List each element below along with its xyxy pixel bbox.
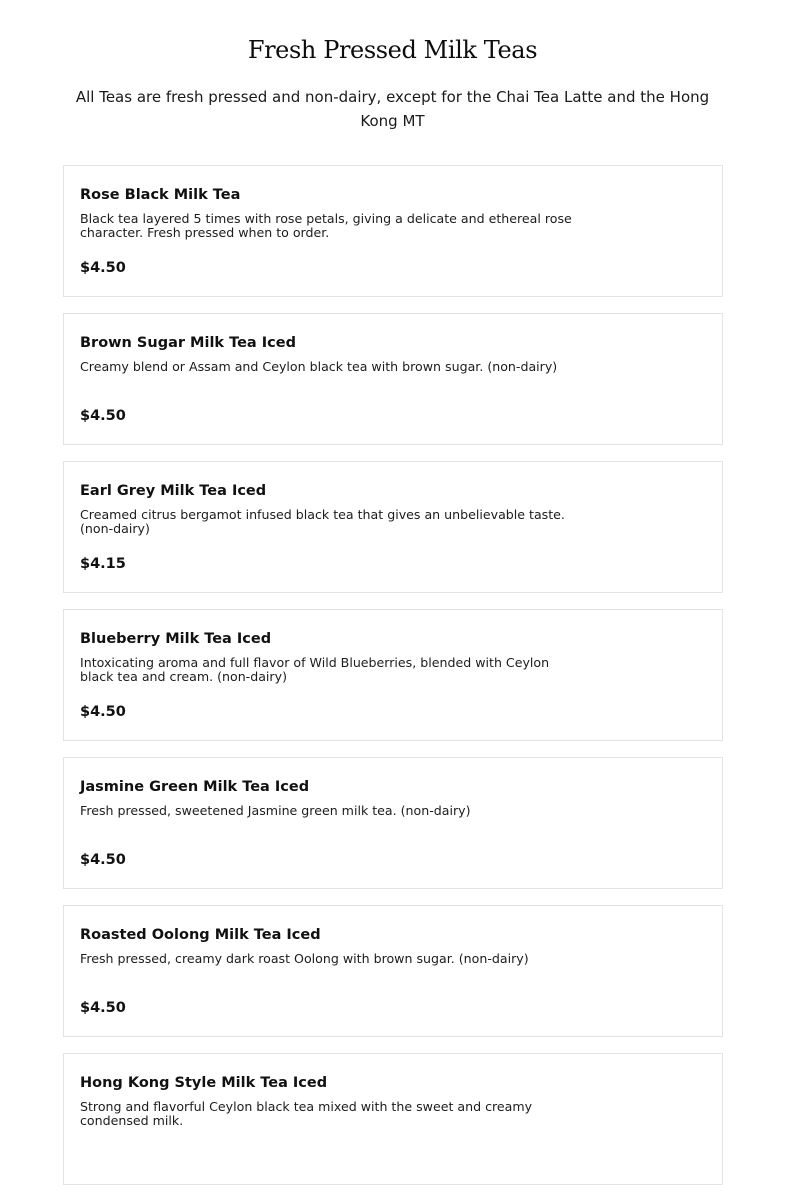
- menu-item-price: $4.50: [80, 260, 126, 276]
- menu-item-description: Fresh pressed, sweetened Jasmine green milk tea. (non-dairy): [80, 803, 471, 818]
- menu-item-card[interactable]: [63, 1053, 723, 1185]
- menu-item-description: Intoxicating aroma and full flavor of Wild Blueberries, blended with Ceylon black tea and cream. (non-dairy): [80, 655, 550, 684]
- menu-item-price: $4.15: [80, 556, 126, 572]
- menu-item-description: Black tea layered 5 times with rose petals, giving a delicate and ethereal rose character. Fresh pressed when to order.: [80, 211, 572, 240]
- menu-item-name: Brown Sugar Milk Tea Iced: [80, 335, 296, 351]
- menu-list: [63, 165, 723, 1201]
- menu-item-name: Blueberry Milk Tea Iced: [80, 631, 272, 647]
- menu-item-name: Roasted Oolong Milk Tea Iced: [80, 927, 321, 943]
- menu-item-price: $4.50: [80, 852, 126, 868]
- menu-item-card[interactable]: [63, 609, 723, 741]
- menu-item-price: $4.50: [80, 704, 126, 720]
- menu-item-card[interactable]: [63, 165, 723, 297]
- menu-item-card[interactable]: [63, 757, 723, 889]
- menu-item-description: Creamed citrus bergamot infused black tea that gives an unbelievable taste. (non-dairy): [80, 507, 565, 536]
- menu-item-card[interactable]: [63, 461, 723, 593]
- menu-item-description: Fresh pressed, creamy dark roast Oolong with brown sugar. (non-dairy): [80, 951, 529, 966]
- menu-item-card[interactable]: [63, 313, 723, 445]
- menu-item-description: Strong and flavorful Ceylon black tea mixed with the sweet and creamy condensed milk.: [80, 1099, 533, 1128]
- menu-item-price: $4.50: [80, 408, 126, 424]
- menu-item-name: Jasmine Green Milk Tea Iced: [80, 779, 310, 795]
- menu-item-price: $4.50: [80, 1000, 126, 1016]
- page-subtitle: All Teas are fresh pressed and non-dairy, except for the Chai Tea Latte and the Hong Kong MT: [75, 88, 710, 130]
- menu-item-name: Hong Kong Style Milk Tea Iced: [80, 1075, 328, 1091]
- menu-item-name: Rose Black Milk Tea: [80, 187, 241, 203]
- menu-item-name: Earl Grey Milk Tea Iced: [80, 483, 267, 499]
- page-title: Fresh Pressed Milk Teas: [247, 36, 538, 64]
- menu-item-card[interactable]: [63, 905, 723, 1037]
- menu-item-description: Creamy blend or Assam and Ceylon black tea with brown sugar. (non-dairy): [80, 359, 558, 374]
